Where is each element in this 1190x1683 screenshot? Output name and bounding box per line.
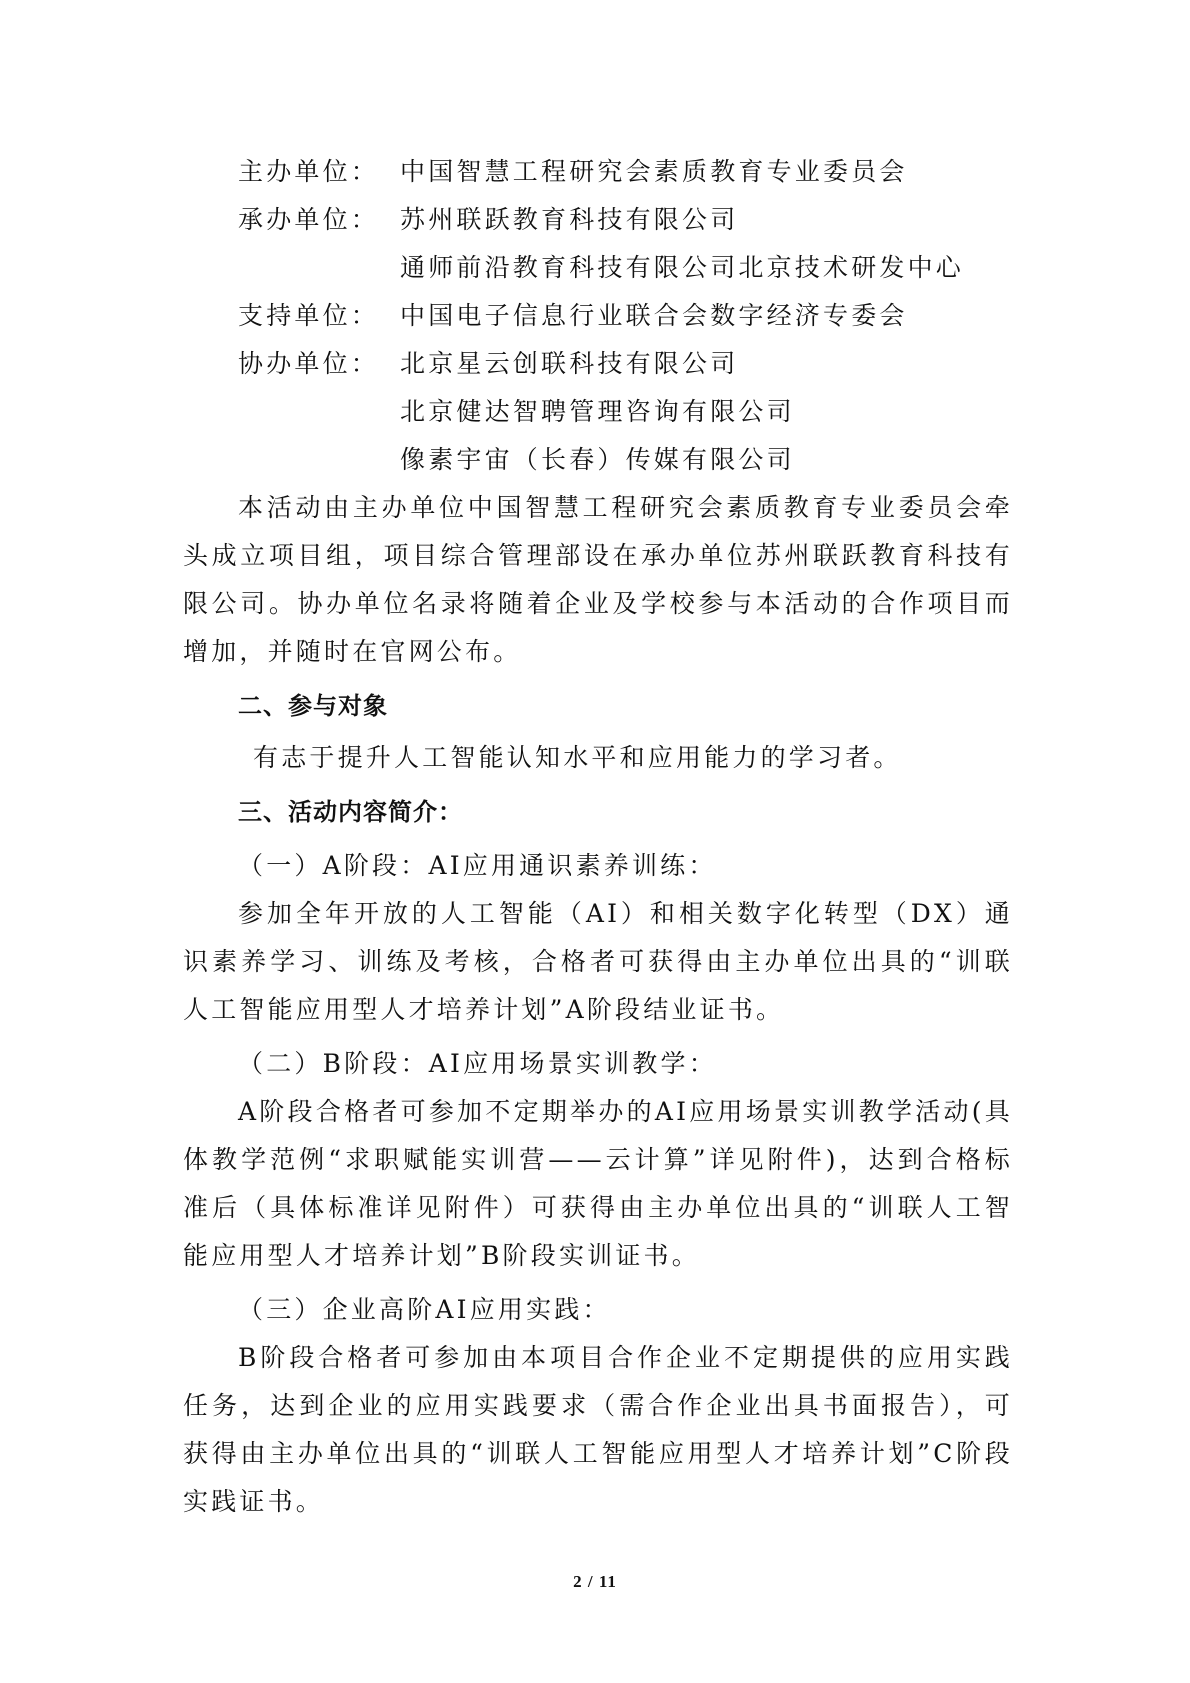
organizer-row-undertaker-2 — [183, 244, 1013, 292]
stage-a-title: （一）A阶段：AI应用通识素养训练： — [238, 851, 717, 880]
stage-a-text: 参加全年开放的人工智能（AI）和相关数字化转型（DX）通识素养学习、训练及考核，合格者可获得由主办单位出具的“训联人工智能应用型人才培养计划”A阶段结业证书。 — [183, 899, 1013, 1024]
organizer-row-coorganizer-3 — [183, 436, 1013, 484]
organizer-row-undertaker — [183, 196, 1013, 244]
coorganizer-label: 协办单位： — [238, 349, 380, 378]
coorganizer-value-2: 北京健达智聘管理咨询有限公司 — [400, 397, 795, 426]
supporter-value: 中国电子信息行业联合会数字经济专委会 — [400, 301, 908, 330]
section-2-text: 有志于提升人工智能认知水平和应用能力的学习者。 — [253, 743, 902, 772]
host-value: 中国智慧工程研究会素质教育专业委员会 — [400, 157, 908, 186]
section-2-heading: 二、参与对象 — [238, 692, 388, 720]
stage-c-title: （三）企业高阶AI应用实践： — [238, 1295, 611, 1324]
host-label: 主办单位： — [238, 157, 380, 186]
coorganizer-value-1: 北京星云创联科技有限公司 — [400, 349, 739, 378]
organizer-row-host — [183, 148, 1013, 196]
organizer-row-coorganizer-2 — [183, 388, 1013, 436]
stage-b-title: （二）B阶段：AI应用场景实训教学： — [238, 1049, 717, 1078]
section-3-heading: 三、活动内容简介： — [238, 798, 463, 826]
organizer-row-supporter — [183, 292, 1013, 340]
intro-paragraph: 本活动由主办单位中国智慧工程研究会素质教育专业委员会牵头成立项目组，项目综合管理部设在承办单位苏州联跃教育科技有限公司。协办单位名录将随着企业及学校参与本活动的合作项目而增加，并随时在官网公布。 — [183, 493, 1013, 666]
coorganizer-value-3: 像素宇宙（长春）传媒有限公司 — [400, 445, 795, 474]
page-content — [183, 148, 1013, 1526]
page-number: 2 / 11 — [573, 1572, 617, 1591]
organizer-row-coorganizer — [183, 340, 1013, 388]
supporter-label: 支持单位： — [238, 301, 380, 330]
undertaker-label: 承办单位： — [238, 205, 380, 234]
stage-b-text: A阶段合格者可参加不定期举办的AI应用场景实训教学活动(具体教学范例“求职赋能实训营——云计算”详见附件)，达到合格标准后（具体标准详见附件）可获得由主办单位出具的“训联人工智能应用型人才培养计划”B阶段实训证书。 — [183, 1097, 1013, 1270]
stage-c-text: B阶段合格者可参加由本项目合作企业不定期提供的应用实践任务，达到企业的应用实践要求（需合作企业出具书面报告），可获得由主办单位出具的“训联人工智能应用型人才培养计划”C阶段实践证书。 — [183, 1343, 1013, 1516]
undertaker-value-1: 苏州联跃教育科技有限公司 — [400, 205, 739, 234]
undertaker-value-2: 通师前沿教育科技有限公司北京技术研发中心 — [400, 253, 965, 282]
